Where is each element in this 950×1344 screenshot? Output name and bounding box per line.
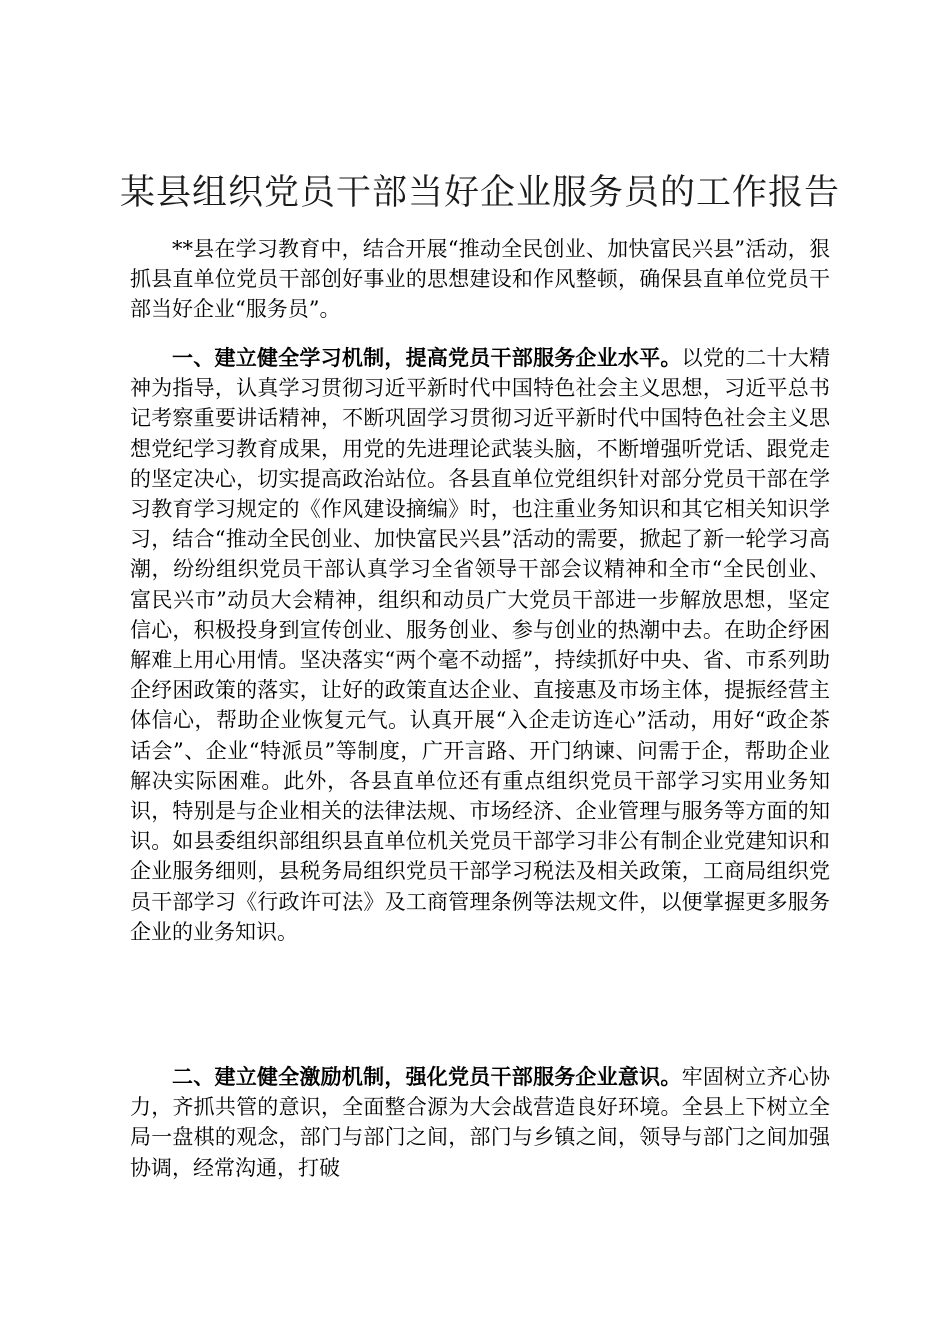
section-one-heading: 一、建立健全学习机制，提高党员干部服务企业水平。 (172, 346, 682, 370)
section-one-paragraph (130, 343, 830, 947)
section-two-body: 牢固树立齐心协力，齐抓共管的意识，全面整合源为大会战营造良好环境。全县上下树立全局一盘棋的观念，部门与部门之间，部门与乡镇之间，领导与部门之间加强协调，经常沟通，打破 (130, 1065, 831, 1180)
section-two-paragraph (130, 1062, 830, 1183)
intro-paragraph: **县在学习教育中，结合开展“推动全民创业、加快富民兴县”活动，狠抓县直单位党员干部创好事业的思想建设和作风整顿，确保县直单位党员干部当好企业“服务员”。 (130, 237, 830, 322)
section-two-heading: 二、建立健全激励机制，强化党员干部服务企业意识。 (172, 1065, 682, 1089)
document-title: 某县组织党员干部当好企业服务员的工作报告 (119, 173, 840, 213)
section-one-body: 以党的二十大精神为指导，认真学习贯彻习近平新时代中国特色社会主义思想，习近平总书记考察重要讲话精神，不断巩固学习贯彻习近平新时代中国特色社会主义思想党纪学习教育成果，用党的先进理论武装头脑，不断增强听党话、跟党走的坚定决心，切实提高政治站位。各县直单位党组织针对部分党员干部在学习教育学习规定的《作风建设摘编》时，也注重业务知识和其它相关知识学习，结合“推动全民创业、加快富民兴县”活动的需要，掀起了新一轮学习高潮，纷纷组织党员干部认真学习全省领导干部会议精神和全市“全民创业、富民兴市”动员大会精神，组织和动员广大党员干部进一步解放思想，坚定信心，积极投身到宣传创业、服务创业、参与创业的热潮中去。在助企纾困解难上用心用情。坚决落实“两个毫不动摇”，持续抓好中央、省、市系列助企纾困政策的落实，让好的政策直达企业、直接惠及市场主体，提振经营主体信心，帮助企业恢复元气。认真开展“入企走访连心”活动，用好“政企茶话会”、企业“特派员”等制度，广开言路、开门纳谏、问需于企，帮助企业解决实际困难。此外，各县直单位还有重点组织党员干部学习实用业务知识，特别是与企业相关的法律法规、市场经济、企业管理与服务等方面的知识。如县委组织部组织县直单位机关党员干部学习非公有制企业党建知识和企业服务细则，县税务局组织党员干部学习税法及相关政策，工商局组织党员干部学习《行政许可法》及工商管理条例等法规文件，以便掌握更多服务企业的业务知识。 (130, 346, 831, 944)
